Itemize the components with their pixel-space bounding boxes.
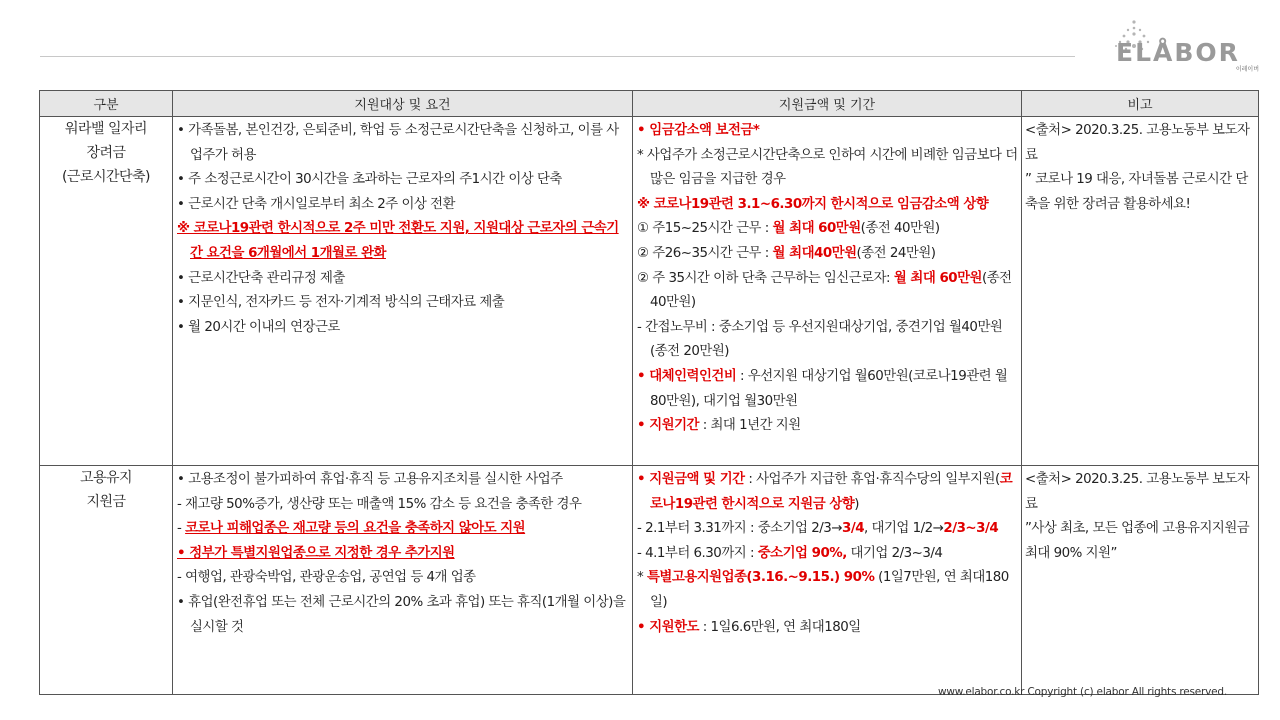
notes-cell xyxy=(1022,466,1259,695)
list-item xyxy=(637,517,1019,542)
logo-subtext: 이레이버 xyxy=(1235,66,1259,73)
list-item xyxy=(637,365,1019,414)
list-item xyxy=(177,517,630,542)
highlight-text: 월 최대 60만원 xyxy=(893,270,982,286)
highlight-text: • 지원기간 xyxy=(637,418,699,434)
item-text: (종전 40만원) xyxy=(650,270,1012,311)
list-item xyxy=(637,217,1019,242)
header-notes: 비고 xyxy=(1022,91,1259,117)
list-item xyxy=(637,267,1019,316)
table-header-row xyxy=(40,91,1259,117)
item-text: ② 주 35시간 이하 단축 근무하는 임신근로자: xyxy=(637,270,894,286)
category-line: 고용유지 xyxy=(79,470,133,486)
highlight-text: • 지원한도 xyxy=(637,619,699,635)
item-text: (종전 40만원) xyxy=(860,221,940,237)
list-item: • 임금감소액 보전금* xyxy=(637,123,760,138)
list-item: • 가족돌봄, 본인건강, 은퇴준비, 학업 등 소정근로시간단축을 신청하고, 이를 사업주가 허용 xyxy=(177,123,619,163)
highlight-text: 2/3~3/4 xyxy=(943,521,999,537)
list-item xyxy=(637,242,1019,267)
item-text: ) xyxy=(854,496,859,512)
source-line: <출처> 2020.3.25. 고용노동부 보도자료 xyxy=(1025,123,1250,163)
category-cell xyxy=(40,117,173,466)
amount-cell xyxy=(633,466,1022,695)
notes-cell xyxy=(1022,117,1259,466)
source-line: <출처> 2020.3.25. 고용노동부 보도자료 xyxy=(1025,472,1250,512)
list-item: - 여행업, 관광숙박업, 관광운송업, 공연업 등 4개 업종 xyxy=(177,570,476,586)
item-text: : 사업주가 지급한 휴업·휴직수당의 일부지원( xyxy=(744,472,1000,487)
highlight-text: 코로나 피해업종은 재고량 등의 요건을 충족하지 않아도 지원 xyxy=(185,521,526,537)
header-category: 구분 xyxy=(40,91,173,117)
list-item xyxy=(637,468,1019,517)
item-text: : 우선지원 대상기업 월60만원(코로나19관련 월80만원), 대기업 월30만원 xyxy=(650,368,1008,409)
item-text: - xyxy=(177,521,186,537)
highlight-item: • 정부가 특별지원업종으로 지정한 경우 추가지원 xyxy=(177,545,455,561)
item-text: (1일7만원, 연 최대180일) xyxy=(650,570,1009,610)
requirements-cell xyxy=(173,117,633,466)
logo-wordmark: ELÅBOR xyxy=(1116,38,1240,67)
list-item: * 사업주가 소정근로시간단축으로 인하여 시간에 비례한 임금보다 더 많은 임금을 지급한 경우 xyxy=(637,147,1018,188)
requirements-cell xyxy=(173,466,633,695)
list-item: - 간접노무비 : 중소기업 등 우선지원대상기업, 중견기업 월40만원(종전 20만원) xyxy=(637,319,1003,360)
amount-cell xyxy=(633,117,1022,466)
header-amount: 지원금액 및 기간 xyxy=(633,91,1022,117)
header-divider xyxy=(40,56,1075,57)
table-row xyxy=(40,466,1259,695)
highlight-text: 특별고용지원업종(3.16.~9.15.) 90% xyxy=(646,570,875,586)
list-item xyxy=(637,566,1019,615)
item-text: , 대기업 1/2→ xyxy=(864,521,944,537)
highlight-text: 코로나19관련 한시적으로 지원금 상향 xyxy=(650,472,1013,512)
item-text: - 4.1부터 6.30까지 : xyxy=(637,545,758,561)
list-item xyxy=(637,616,1019,641)
highlight-text: 3/4 xyxy=(842,521,865,537)
item-text: - 2.1부터 3.31까지 : 중소기업 2/3→ xyxy=(637,521,842,537)
category-line: 워라밸 일자리 xyxy=(64,121,148,137)
elabor-logo xyxy=(1098,16,1263,74)
category-line: 장려금 xyxy=(86,145,126,161)
list-item: - 재고량 50%증가, 생산량 또는 매출액 15% 감소 등 요건을 충족한 경우 xyxy=(177,496,582,512)
subsidy-table xyxy=(39,90,1259,695)
category-line: 지원금 xyxy=(86,494,126,510)
list-item: • 지문인식, 전자카드 등 전자·기계적 방식의 근태자료 제출 xyxy=(177,295,505,311)
covid-notice: ※ 코로나19관련 3.1~6.30까지 한시적으로 임금감소액 상향 xyxy=(637,196,989,212)
item-text: (종전 24만원) xyxy=(856,245,936,261)
highlight-text: • 대체인력인건비 xyxy=(637,368,737,384)
list-item: • 근로시간단축 관리규정 제출 xyxy=(177,270,345,286)
list-item: • 고용조정이 불가피하여 휴업·휴직 등 고용유지조치를 실시한 사업주 xyxy=(177,472,563,487)
source-title: ” 코로나 19 대응, 자녀돌봄 근로시간 단축을 위한 장려금 활용하세요! xyxy=(1025,172,1248,212)
header-requirements: 지원대상 및 요건 xyxy=(173,91,633,117)
table-row xyxy=(40,117,1259,466)
category-cell xyxy=(40,466,173,695)
highlight-text: 중소기업 90%, xyxy=(757,545,847,561)
list-item: • 월 20시간 이내의 연장근로 xyxy=(177,319,340,335)
item-text: 대기업 2/3~3/4 xyxy=(846,545,943,561)
list-item: • 휴업(완전휴업 또는 전체 근로시간의 20% 초과 휴업) 또는 휴직(1개월 이상)을 실시할 것 xyxy=(177,594,626,635)
item-text: : 최대 1년간 지원 xyxy=(698,418,801,434)
highlight-text: 월 최대40만원 xyxy=(772,245,857,261)
item-text: * xyxy=(637,570,647,586)
covid-notice: ※ 코로나19관련 한시적으로 2주 미만 전환도 지원, 지원대상 근로자의 근속기간 요건을 6개월에서 1개월로 완화 xyxy=(177,221,619,261)
list-item xyxy=(637,542,1019,567)
highlight-text: 월 최대 60만원 xyxy=(772,221,861,237)
list-item: • 주 소정근로시간이 30시간을 초과하는 근로자의 주1시간 이상 단축 xyxy=(177,172,562,188)
item-text: ② 주26~35시간 근무 : xyxy=(637,245,773,261)
highlight-text: • 지원금액 및 기간 xyxy=(637,472,745,487)
list-item xyxy=(637,414,1019,439)
list-item: • 근로시간 단축 개시일로부터 최소 2주 이상 전환 xyxy=(177,196,455,212)
category-line: (근로시간단축) xyxy=(61,169,151,185)
copyright-footer: www.elabor.co.kr Copyright (c) elabor All rights reserved. xyxy=(938,686,1228,698)
item-text: ① 주15~25시간 근무 : xyxy=(637,221,773,237)
source-title: ”사상 최초, 모든 업종에 고용유지지원금 최대 90% 지원” xyxy=(1025,521,1250,561)
item-text: : 1일6.6만원, 연 최대180일 xyxy=(698,619,861,635)
